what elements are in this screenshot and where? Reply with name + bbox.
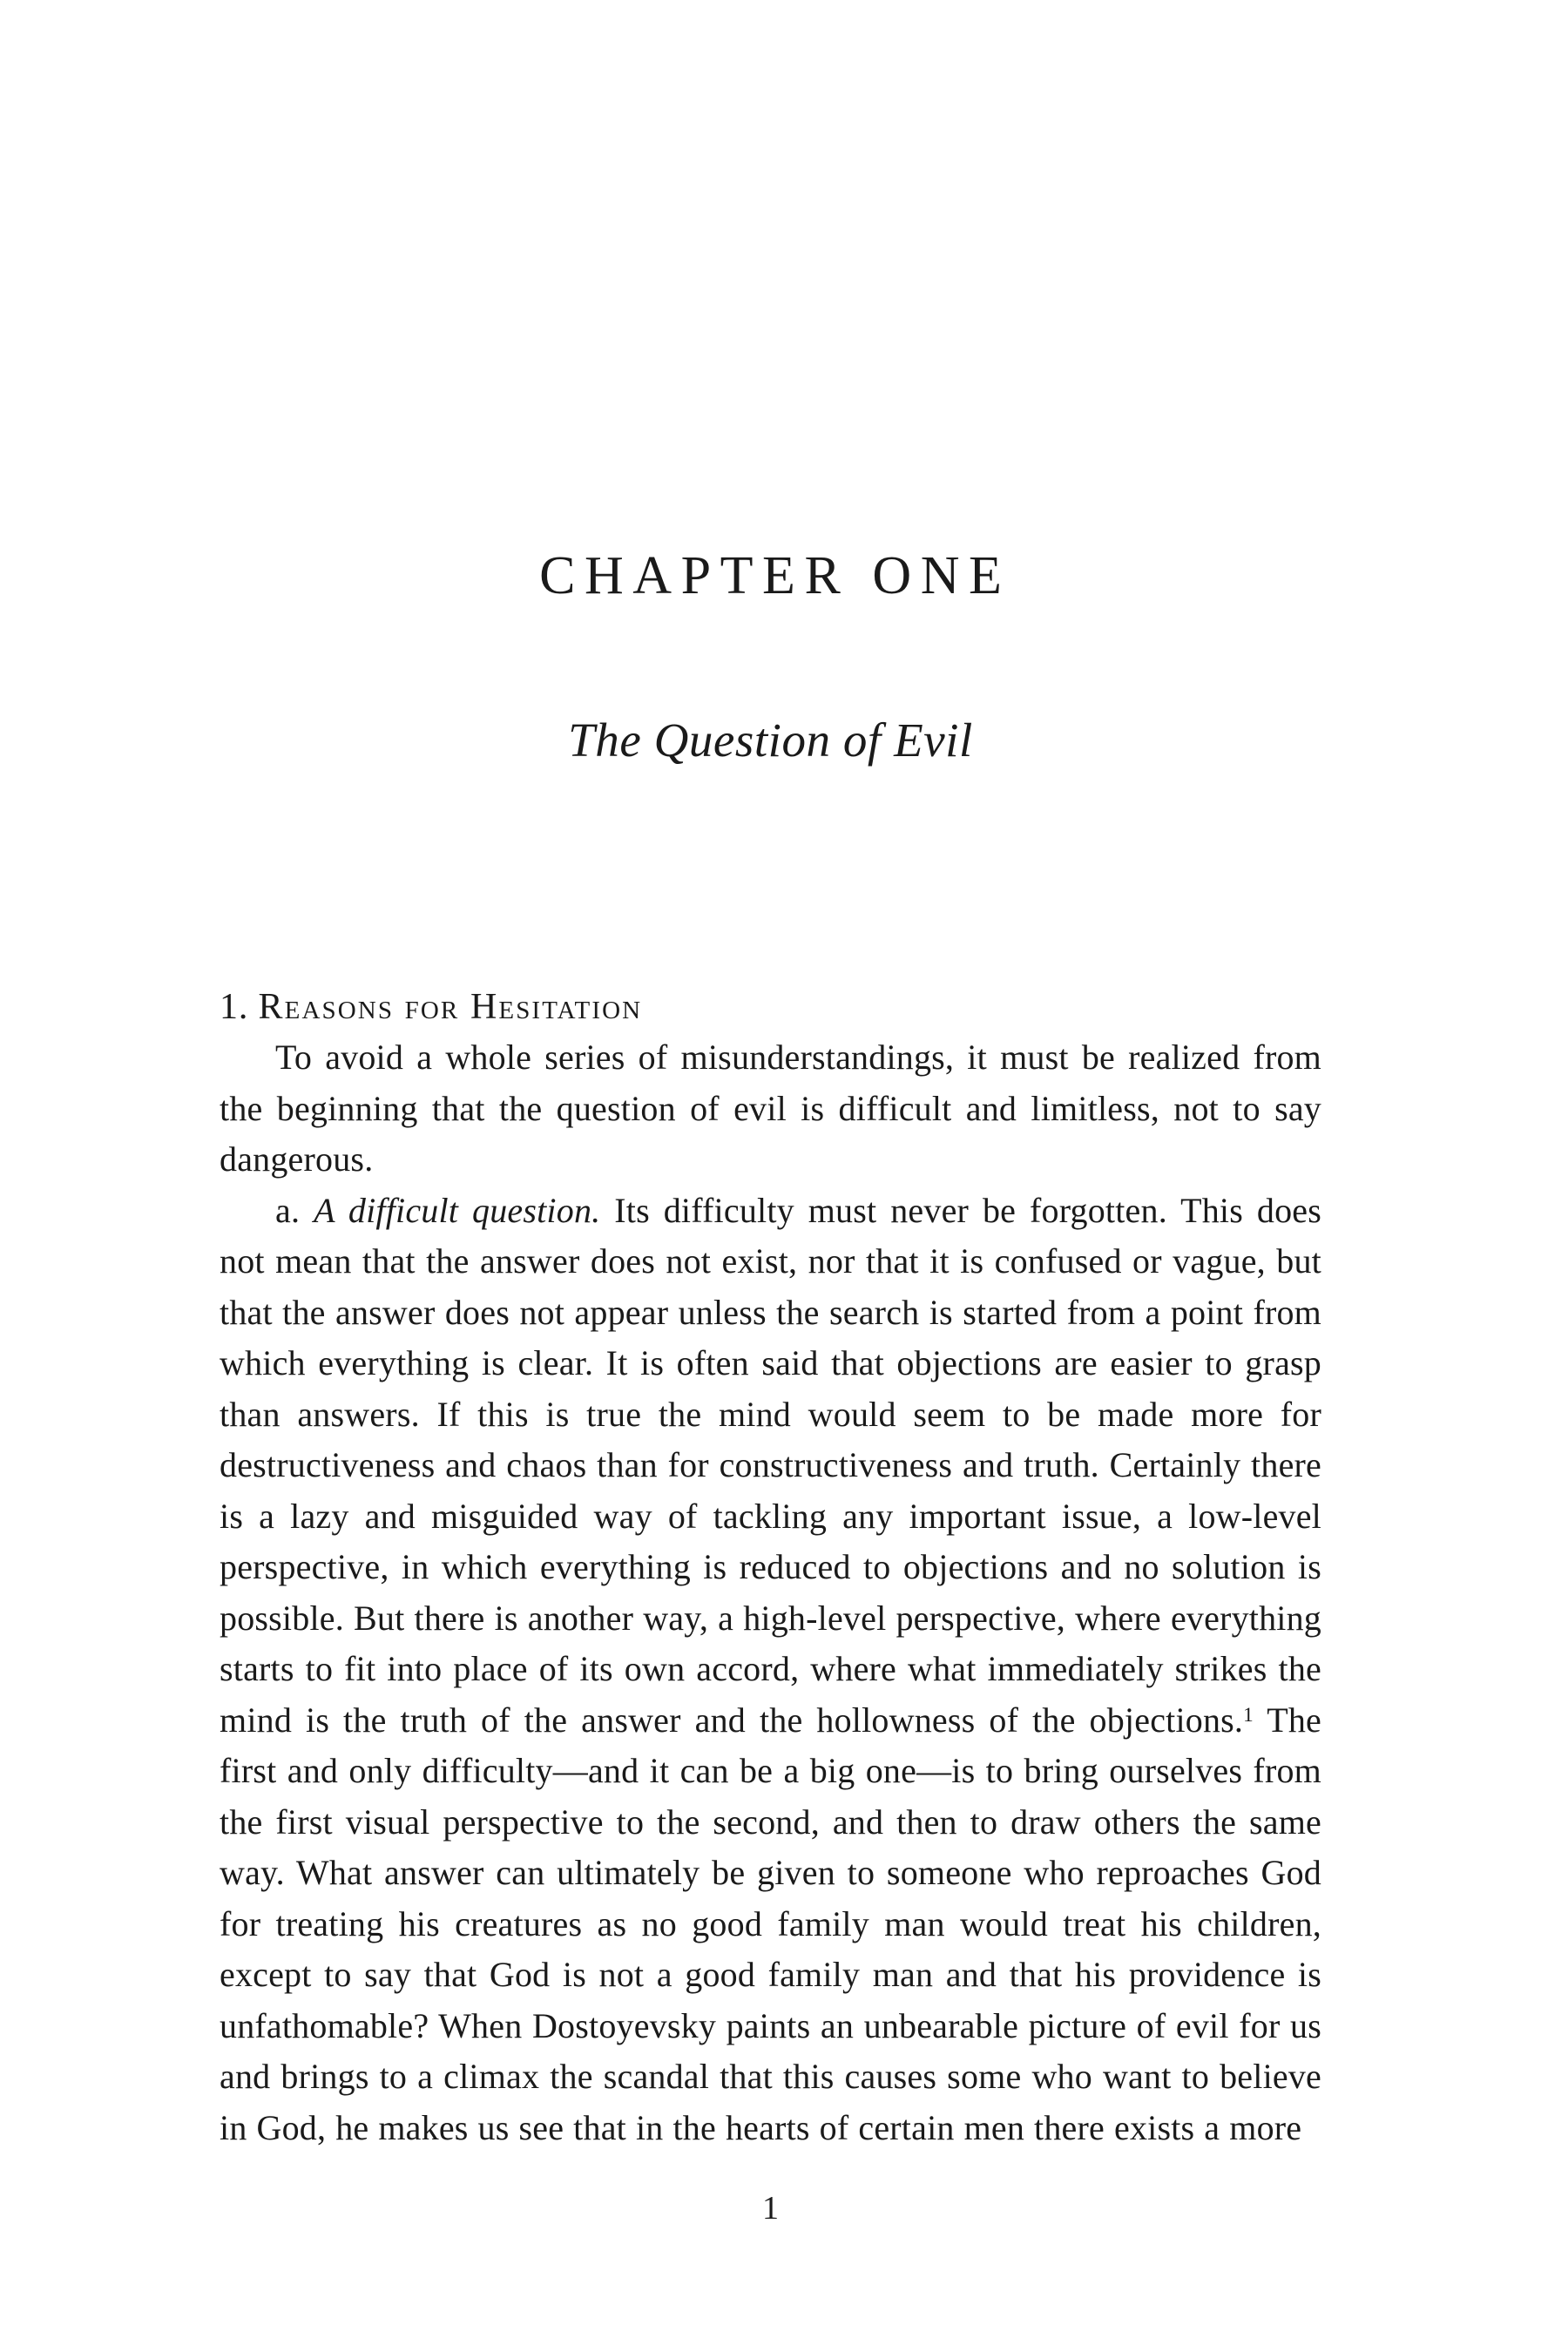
paragraph-2-text-after-note: The first and only difficulty—and it can be a big one—is to bring ourselves from the first visual perspective to the second, and then to draw others the same way. What answer can ultimately be given to someone who reproaches God for treating his creatures as no good family man would treat his children, except to say that God is not a good family man and that his providence is unfathomable? When Dostoyevsky paints an unbearable picture of evil for us and brings to a climax the scandal that this causes some who want to believe in God, he makes us see that in the hearts of certain men there exists a more bbox=[220, 1700, 1321, 2147]
footnote-marker: 1 bbox=[1243, 1703, 1254, 1727]
paragraph-2 bbox=[220, 1186, 1321, 2154]
paragraph-2-italic-phrase: A difficult question. bbox=[314, 1190, 601, 1230]
section-title: Reasons for Hesitation bbox=[258, 987, 643, 1027]
section-heading bbox=[220, 989, 1321, 1025]
chapter-header bbox=[220, 546, 1321, 767]
chapter-title: The Question of Evil bbox=[568, 713, 973, 767]
paragraph-2-lead: a. bbox=[275, 1190, 314, 1230]
section-number: 1. bbox=[220, 987, 249, 1027]
page-number: 1 bbox=[762, 2190, 779, 2227]
page-body bbox=[220, 989, 1321, 2153]
paragraph-2-text-before-note: Its difficulty must never be forgotten. This does not mean that the answer does not exist, nor that it is confused or vague, but that the answer does not appear unless the search is started from a point from which everything is clear. It is often said that objections are easier to grasp than answers. If this is true the mind would seem to be made more for destructiveness and chaos than for constructiveness and truth. Certainly there is a lazy and misguided way of tackling any important issue, a low-level perspective, in which everything is reduced to objections and no solution is possible. But there is another way, a high-level perspective, where everything starts to fit into place of its own accord, where what immediately strikes the mind is the truth of the answer and the hollowness of the objections. bbox=[220, 1190, 1322, 1740]
chapter-label: CHAPTER ONE bbox=[539, 546, 1011, 605]
paragraph-1: To avoid a whole series of misunderstandings, it must be realized from the beginning that the question of evil is difficult and limitless, not to say dangerous. bbox=[220, 1037, 1321, 1179]
